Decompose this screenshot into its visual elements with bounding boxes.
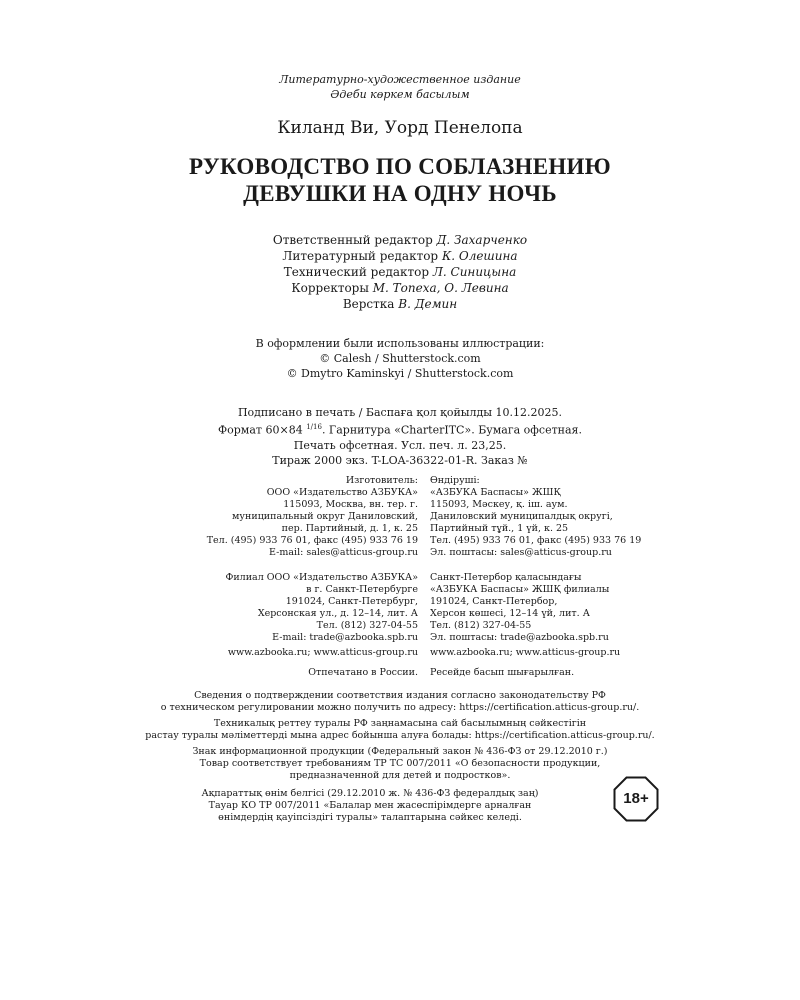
address-line: Херсон көшесі, 12–14 үй, лит. А bbox=[430, 608, 590, 619]
product-sign-ru bbox=[0, 746, 800, 782]
printed-in-kz: Ресейде басып шығарылған. bbox=[430, 667, 575, 678]
address-line: Херсонская ул., д. 12–14, лит. А bbox=[257, 608, 418, 619]
editors-list bbox=[0, 232, 800, 312]
note-line: Техникалық реттеу туралы РФ заңнамасына сай басылымның сәйкестігін bbox=[213, 718, 587, 729]
address-line: Партийный тұй., 1 үй, к. 25 bbox=[430, 523, 569, 534]
email-line: Эл. поштасы: trade@azbooka.spb.ru bbox=[430, 632, 609, 643]
editor-row bbox=[0, 280, 800, 296]
email-line: E-mail: sales@atticus-group.ru bbox=[269, 547, 418, 558]
address-line: 115093, Мәскеу, қ. іш. аум. bbox=[430, 499, 568, 510]
note-line: предназначенной для детей и подростков». bbox=[289, 770, 511, 781]
website-link: www.azbooka.ru; www.atticus-group.ru bbox=[227, 647, 418, 658]
editor-name: В. Демин bbox=[398, 297, 458, 311]
note-line: өнімдердің қауіпсіздігі туралы» талаптарына сәйкес келеді. bbox=[218, 812, 522, 823]
editor-name: М. Топеха, О. Левина bbox=[372, 281, 509, 295]
note-line: Тауар КО ТР 007/2011 «Балалар мен жасөспірімдерге арналған bbox=[208, 800, 532, 811]
illustration-credits bbox=[0, 336, 800, 381]
editor-row bbox=[0, 248, 800, 264]
branch-ru bbox=[198, 572, 418, 644]
editor-name: Л. Синицына bbox=[432, 265, 517, 279]
run-line: Тираж 2000 экз. T-LOA-36322-01-R. Заказ № bbox=[272, 453, 528, 467]
address-line: 115093, Москва, вн. тер. г. bbox=[283, 499, 418, 510]
sheets-line: Печать офсетная. Усл. печ. л. 23,25. bbox=[293, 438, 507, 452]
editor-name: Д. Захарченко bbox=[436, 233, 528, 247]
phone-line: Тел. (495) 933 76 01, факс (495) 933 76 19 bbox=[430, 535, 642, 546]
book-title bbox=[0, 153, 800, 207]
format-fraction: 1/16 bbox=[306, 423, 322, 431]
manufacturer-ru bbox=[198, 475, 418, 559]
editor-role: Технический редактор bbox=[283, 265, 430, 279]
note-line: растау туралы мәліметтерді мына адрес бойынша алуға болады: https://certification.atticus-group.ru/. bbox=[145, 730, 655, 741]
address-line: «АЗБУКА Баспасы» ЖШҚ филиалы bbox=[430, 584, 610, 595]
format-suffix: . Гарнитура «CharterITC». Бумага офсетная. bbox=[321, 423, 582, 437]
note-line: о техническом регулировании можно получить по адресу: https://certification.atticus-group.ru/. bbox=[160, 702, 640, 713]
phone-line: Тел. (812) 327-04-55 bbox=[430, 620, 532, 631]
phone-line: Тел. (495) 933 76 01, факс (495) 933 76 19 bbox=[206, 535, 418, 546]
illustration-credit: © Calesh / Shutterstock.com bbox=[319, 352, 481, 365]
note-line: Знак информационной продукции (Федеральный закон № 436-ФЗ от 29.12.2010 г.) bbox=[192, 746, 608, 757]
authors: Киланд Ви, Уорд Пенелопа bbox=[277, 118, 523, 138]
editor-role: Ответственный редактор bbox=[272, 233, 433, 247]
address-line: муниципальный округ Даниловский, bbox=[232, 511, 418, 522]
format-prefix: Формат 60×84 bbox=[218, 423, 307, 437]
editor-row bbox=[0, 264, 800, 280]
illustration-intro: В оформлении были использованы иллюстрации: bbox=[255, 337, 545, 350]
address-line: «АЗБУКА Баспасы» ЖШҚ bbox=[430, 487, 561, 498]
note-line: Товар соответствует требованиям ТР ТС 007/2011 «О безопасности продукции, bbox=[199, 758, 601, 769]
editor-role: Верстка bbox=[342, 297, 395, 311]
editor-role: Литературный редактор bbox=[282, 249, 439, 263]
manufacturer-label: Өндіруші: bbox=[430, 475, 480, 486]
branch-kz bbox=[430, 572, 660, 644]
address-line: Даниловский муниципалдық округі, bbox=[430, 511, 613, 522]
editor-role: Корректоры bbox=[291, 281, 369, 295]
signed-date: Подписано в печать / Баспаға қол қойылды 10.12.2025. bbox=[237, 406, 563, 419]
address-line: Санкт-Петербор қаласындағы bbox=[430, 572, 582, 583]
address-line: 191024, Санкт-Петербор, bbox=[430, 596, 558, 607]
email-line: E-mail: trade@azbooka.spb.ru bbox=[272, 632, 418, 643]
editor-name: К. Олешина bbox=[441, 249, 518, 263]
illustration-credit: © Dmytro Kaminskyi / Shutterstock.com bbox=[286, 367, 514, 380]
editor-row bbox=[0, 296, 800, 312]
address-line: в г. Санкт-Петербурге bbox=[306, 584, 418, 595]
manufacturer-label: Изготовитель: bbox=[345, 475, 418, 486]
note-line: Ақпараттық өнім белгісі (29.12.2010 ж. № 436-ФЗ федералдық заң) bbox=[201, 788, 539, 799]
edition-kz: Әдеби көркем басылым bbox=[330, 88, 470, 101]
printed-in-ru: Отпечатано в России. bbox=[308, 667, 418, 678]
phone-line: Тел. (812) 327-04-55 bbox=[316, 620, 418, 631]
age-rating-badge: 18+ bbox=[623, 790, 649, 807]
format-line bbox=[0, 420, 800, 438]
address-line: 191024, Санкт-Петербург, bbox=[285, 596, 418, 607]
edition-ru: Литературно-художественное издание bbox=[279, 73, 521, 86]
website-link: www.azbooka.ru; www.atticus-group.ru bbox=[430, 647, 621, 658]
address-line: Филиал ООО «Издательство АЗБУКА» bbox=[225, 572, 418, 583]
email-line: Эл. поштасы: sales@atticus-group.ru bbox=[430, 547, 612, 558]
address-line: пер. Партийный, д. 1, к. 25 bbox=[281, 523, 418, 534]
certification-note-ru bbox=[0, 690, 800, 714]
certification-note-kz bbox=[0, 718, 800, 742]
edition-type bbox=[0, 72, 800, 102]
title-line-1: РУКОВОДСТВО ПО СОБЛАЗНЕНИЮ bbox=[189, 154, 611, 179]
title-line-2: ДЕВУШКИ НА ОДНУ НОЧЬ bbox=[243, 181, 557, 206]
note-line: Сведения о подтверждении соответствия издания согласно законодательству РФ bbox=[194, 690, 606, 701]
address-line: ООО «Издательство АЗБУКА» bbox=[266, 487, 418, 498]
manufacturer-kz bbox=[430, 475, 660, 559]
editor-row bbox=[0, 232, 800, 248]
print-info bbox=[0, 405, 800, 468]
